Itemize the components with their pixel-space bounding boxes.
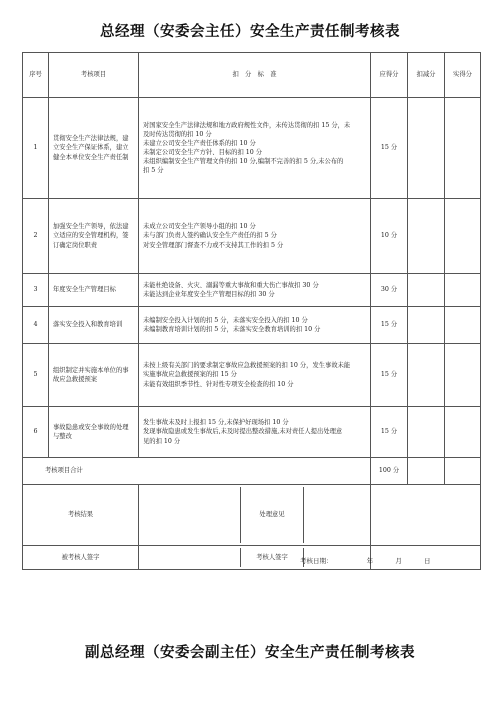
- row-due-score: 15 分: [371, 98, 408, 199]
- criteria-line: 及时传达贯彻的扣 10 分: [143, 130, 212, 138]
- criteria-line: 未组织编制安全生产管理文件的扣 10 分,编制不完善的扣 5 分,未公布的: [143, 158, 344, 166]
- row-criteria: [139, 199, 371, 274]
- row-criteria: [139, 307, 371, 344]
- total-actual-cell[interactable]: [445, 458, 481, 485]
- total-deduct-cell[interactable]: [408, 458, 445, 485]
- row-actual-cell[interactable]: [445, 407, 481, 458]
- table-row: [23, 307, 481, 344]
- row-item: 事故隐患或安全事故的处理与整改: [49, 407, 139, 458]
- criteria-line: 发生事故未及时上报扣 15 分,未保护好现场扣 10 分: [143, 419, 289, 427]
- examiner-sign-label: 考核人签字: [240, 548, 304, 567]
- criteria-line: 未编制安全投入计划的扣 5 分，未落实安全投入的扣 10 分: [143, 316, 308, 324]
- page-title: 总经理（安委会主任）安全生产责任制考核表: [100, 24, 400, 40]
- criteria-line: 扣 5 分: [143, 167, 164, 175]
- table-header-row: [23, 53, 481, 98]
- assessment-table: [22, 52, 481, 570]
- row-actual-cell[interactable]: [445, 98, 481, 199]
- date-month: 月: [395, 557, 402, 565]
- examinee-sign-label: 被考核人签字: [23, 546, 139, 570]
- table-row: [23, 98, 481, 199]
- total-score: 100 分: [371, 458, 408, 485]
- header-seq: 序号: [23, 53, 49, 98]
- next-page-title: 副总经理（安委会副主任）安全生产责任制考核表: [85, 645, 415, 661]
- criteria-line: 未能杜绝设备、火灾、溺漏等重大事故和重大伤亡事故扣 30 分: [143, 281, 319, 289]
- row-number: 2: [23, 199, 49, 274]
- row-number: 1: [23, 98, 49, 199]
- row-deduct-cell[interactable]: [408, 199, 445, 274]
- table-row: [23, 407, 481, 458]
- row-item: 落实安全投入和教育培训: [49, 307, 139, 344]
- row-criteria: [139, 274, 371, 307]
- result-label: 考核结果: [23, 485, 139, 546]
- row-item: 年度安全生产管理目标: [49, 274, 139, 307]
- date-label: 考核日期：: [300, 557, 333, 565]
- criteria-line: 实施事故应急救援预案的扣 15 分: [143, 371, 237, 379]
- row-deduct-cell[interactable]: [408, 307, 445, 344]
- criteria-line: 未编制教育培训计划的扣 5 分，未落实安全教育培训的扣 10 分: [143, 326, 321, 333]
- row-actual-cell[interactable]: [445, 307, 481, 344]
- criteria-line: 未能达到企业年度安全生产管理目标的扣 30 分: [143, 291, 275, 298]
- row-number: 3: [23, 274, 49, 307]
- criteria-line: 未能有效组织季节性、针对性专项安全检查的扣 10 分: [143, 380, 294, 388]
- row-criteria: [139, 344, 371, 407]
- header-criteria: 扣 分 标 准: [139, 53, 371, 98]
- row-number: 6: [23, 407, 49, 458]
- result-row: [23, 485, 481, 546]
- row-deduct-cell[interactable]: [408, 344, 445, 407]
- row-item: 加强安全生产领导，依法建立适应的安全管理机构，签订确定岗位职责: [49, 199, 139, 274]
- row-deduct-cell[interactable]: [408, 98, 445, 199]
- criteria-line: 未建立公司安全生产责任体系的扣 10 分: [143, 139, 256, 147]
- row-due-score: 30 分: [371, 274, 408, 307]
- row-deduct-cell[interactable]: [408, 274, 445, 307]
- row-deduct-cell[interactable]: [408, 407, 445, 458]
- row-due-score: 15 分: [371, 407, 408, 458]
- criteria-line: 见的扣 10 分: [143, 437, 181, 445]
- row-item: 贯彻安全生产法律法规，建立安全生产保证体系，建立健全本单位安全生产责任制: [49, 98, 139, 199]
- row-actual-cell[interactable]: [445, 274, 481, 307]
- criteria-line: 未制定公司安全生产方针、目标的扣 10 分: [143, 149, 263, 156]
- criteria-line: 未与部门负责人签约确认安全生产责任的扣 5 分: [143, 232, 277, 240]
- opinion-label: 处理意见: [240, 487, 304, 543]
- criteria-line: 发现事故隐患或发生事故后,未及时提出整改措施,未对责任人提出处理意: [143, 428, 343, 436]
- row-due-score: 10 分: [371, 199, 408, 274]
- header-due-score: 应得分: [371, 53, 408, 98]
- row-actual-cell[interactable]: [445, 199, 481, 274]
- header-deduct-score: 扣减分: [408, 53, 445, 98]
- header-actual-score: 实得分: [445, 53, 481, 98]
- row-due-score: 15 分: [371, 344, 408, 407]
- table-row: [23, 344, 481, 407]
- row-number: 5: [23, 344, 49, 407]
- row-due-score: 15 分: [371, 307, 408, 344]
- row-criteria: [139, 407, 371, 458]
- row-actual-cell[interactable]: [445, 344, 481, 407]
- header-item: 考核项目: [49, 53, 139, 98]
- opinion-field[interactable]: [304, 487, 480, 543]
- criteria-line: 未按上级有关部门的要求制定事故应急救援预案的扣 10 分，发生事故未能: [143, 362, 351, 370]
- table-row: [23, 199, 481, 274]
- criteria-line: 对国家安全生产法律法规和地方政府规性文件，未传达贯彻的扣 15 分，未: [143, 121, 351, 129]
- criteria-line: 未成立公司安全生产领导小组的扣 10 分: [143, 223, 256, 231]
- table-row: [23, 274, 481, 307]
- row-item: 组织制定并实施本单位的事故应急救援预案: [49, 344, 139, 407]
- row-criteria: [139, 98, 371, 199]
- total-row: [23, 458, 481, 485]
- criteria-line: 对安全管理部门督查不力或不支持其工作的扣 5 分: [143, 241, 284, 249]
- date-year: 年: [366, 557, 374, 565]
- row-number: 4: [23, 307, 49, 344]
- assessment-date: [300, 556, 430, 565]
- opinion-section: [259, 485, 481, 546]
- date-day: 日: [423, 557, 431, 565]
- total-label: 考核项目合计: [23, 458, 371, 485]
